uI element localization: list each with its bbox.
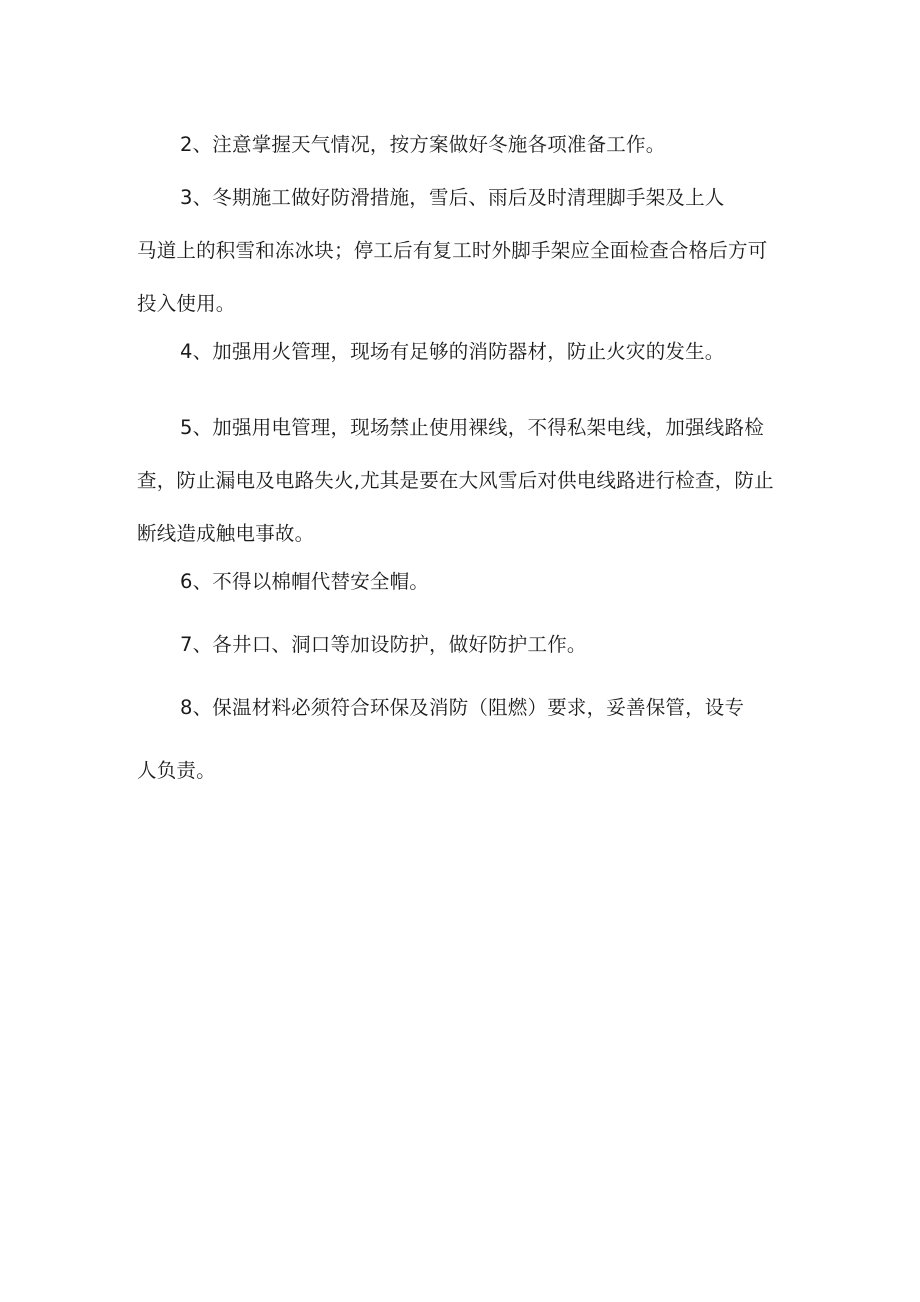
paragraph-line: 7、各井口、洞口等加设防护，做好防护工作。 (180, 633, 587, 656)
paragraph-line: 5、加强用电管理，现场禁止使用裸线，不得私架电线，加强线路检 (180, 416, 764, 439)
paragraph-line: 3、冬期施工做好防滑措施，雪后、雨后及时清理脚手架及上人 (180, 186, 725, 209)
paragraph-line: 4、加强用火管理，现场有足够的消防器材，防止火灾的发生。 (180, 340, 725, 363)
paragraph-line: 8、保温材料必须符合环保及消防（阻燃）要求，妥善保管，设专 (180, 696, 745, 719)
paragraph-item-2 (137, 131, 797, 158)
paragraph-item-5 (137, 414, 797, 547)
paragraph-line: 马道上的积雪和冻冰块；停工后有复工时外脚手架应全面检查合格后方可 (137, 239, 768, 262)
paragraph-line: 6、不得以棉帽代替安全帽。 (180, 570, 430, 593)
paragraph-line: 人负责。 (137, 759, 216, 782)
paragraph-item-8 (137, 694, 797, 784)
paragraph-line: 查，防止漏电及电路失火,尤其是要在大风雪后对供电线路进行检查，防止 (137, 469, 774, 492)
paragraph-line: 断线造成触电事故。 (137, 522, 315, 545)
paragraph-item-6 (137, 568, 797, 595)
paragraph-item-7 (137, 631, 797, 658)
paragraph-item-3 (137, 184, 797, 317)
paragraph-line: 投入使用。 (137, 292, 236, 315)
paragraph-line: 2、注意掌握天气情况，按方案做好冬施各项准备工作。 (180, 133, 666, 156)
paragraph-item-4 (137, 338, 797, 365)
